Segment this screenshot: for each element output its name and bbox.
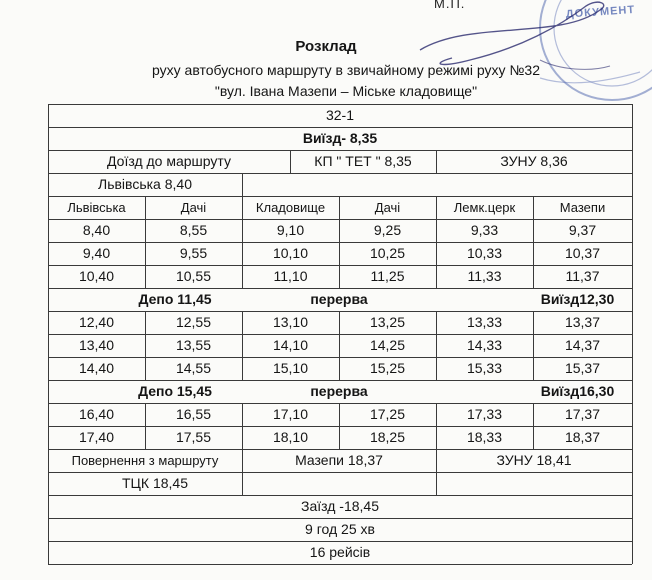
departure-time: Виїзд- 8,35 xyxy=(302,130,378,146)
column-header: Кладовище xyxy=(255,200,326,215)
approach-label: Доїзд до маршруту xyxy=(107,153,231,169)
column-header: Мазепи xyxy=(559,200,606,215)
time-cell: 18,25 xyxy=(369,429,406,445)
depot-time: Депо 11,45 xyxy=(138,291,212,307)
time-cell: 14,55 xyxy=(175,360,212,376)
break-label: перерва xyxy=(310,291,368,307)
time-cell: 9,25 xyxy=(373,222,402,238)
time-cell: 11,37 xyxy=(565,268,600,284)
time-cell: 17,55 xyxy=(175,429,212,445)
column-header: Дачі xyxy=(180,200,207,215)
time-cell: 12,55 xyxy=(175,314,212,330)
time-cell: 10,25 xyxy=(369,245,406,261)
time-cell: 10,55 xyxy=(175,268,212,284)
stamp-label: М.П. xyxy=(434,0,466,11)
time-cell: 12,40 xyxy=(78,314,115,330)
time-cell: 18,33 xyxy=(466,429,503,445)
depot-time: Депо 15,45 xyxy=(138,383,212,399)
time-cell: 17,10 xyxy=(272,406,309,422)
approach-zunu: ЗУНУ 8,36 xyxy=(500,153,568,169)
time-cell: 13,25 xyxy=(369,314,406,330)
table-rule xyxy=(436,472,437,495)
time-cell: 9,37 xyxy=(568,222,597,238)
time-cell: 18,10 xyxy=(272,429,309,445)
time-cell: 14,25 xyxy=(369,337,406,353)
column-header: Дачі xyxy=(374,200,401,215)
return-mazepy: Мазепи 18,37 xyxy=(295,452,383,468)
time-cell: 15,37 xyxy=(564,360,601,376)
time-cell: 9,55 xyxy=(179,245,208,261)
total-duration: 9 год 25 хв xyxy=(305,521,375,537)
column-header: Лемк.церк xyxy=(453,200,516,215)
time-cell: 17,40 xyxy=(78,429,115,445)
column-header: Львівська xyxy=(67,200,126,215)
time-cell: 11,25 xyxy=(370,268,405,284)
time-cell: 13,10 xyxy=(272,314,309,330)
table-rule xyxy=(632,104,633,564)
time-cell: 16,40 xyxy=(78,406,115,422)
time-cell: 10,40 xyxy=(78,268,115,284)
return-zunu: ЗУНУ 18,41 xyxy=(496,452,572,468)
seal-text: ДОКУМЕНТ xyxy=(565,3,636,21)
time-cell: 18,37 xyxy=(564,429,601,445)
time-cell: 11,10 xyxy=(273,268,308,284)
break-label: перерва xyxy=(310,383,368,399)
time-cell: 17,33 xyxy=(466,406,503,422)
time-cell: 13,40 xyxy=(78,337,115,353)
time-cell: 9,33 xyxy=(470,222,499,238)
time-cell: 14,40 xyxy=(78,360,115,376)
time-cell: 9,40 xyxy=(82,245,111,261)
time-cell: 15,25 xyxy=(369,360,406,376)
route-number: 32-1 xyxy=(325,107,355,123)
time-cell: 10,10 xyxy=(272,245,309,261)
time-cell: 11,33 xyxy=(467,268,502,284)
route-name: "вул. Івана Мазепи – Міське кладовище" xyxy=(214,83,478,99)
route-description: руху автобусного маршруту в звичайному режимі руху №32 xyxy=(152,62,540,78)
exit-time: Виїзд12,30 xyxy=(540,291,615,307)
approach-kp: КП " ТЕТ " 8,35 xyxy=(314,153,412,169)
exit-time: Виїзд16,30 xyxy=(540,383,615,399)
time-cell: 10,37 xyxy=(564,245,601,261)
trip-count: 16 рейсів xyxy=(309,544,371,560)
time-cell: 17,25 xyxy=(369,406,406,422)
start-stop: Львівська 8,40 xyxy=(98,176,192,192)
time-cell: 9,10 xyxy=(276,222,305,238)
time-cell: 15,10 xyxy=(272,360,309,376)
time-cell: 13,33 xyxy=(466,314,503,330)
schedule-table xyxy=(48,104,632,560)
signature xyxy=(420,2,604,64)
time-cell: 17,37 xyxy=(564,406,601,422)
time-cell: 8,55 xyxy=(179,222,208,238)
time-cell: 15,33 xyxy=(466,360,503,376)
time-cell: 14,37 xyxy=(564,337,601,353)
arrival-time: Заїзд -18,45 xyxy=(301,498,379,514)
time-cell: 13,37 xyxy=(564,314,601,330)
tck-time: ТЦК 18,45 xyxy=(122,475,188,491)
time-cell: 13,55 xyxy=(175,337,212,353)
time-cell: 16,55 xyxy=(175,406,212,422)
document-title: Розклад xyxy=(295,38,357,55)
table-rule xyxy=(48,564,632,565)
time-cell: 14,33 xyxy=(466,337,503,353)
time-cell: 10,33 xyxy=(466,245,503,261)
return-label: Повернення з маршруту xyxy=(71,453,219,468)
time-cell: 14,10 xyxy=(272,337,309,353)
time-cell: 8,40 xyxy=(82,222,111,238)
table-rule xyxy=(242,173,243,196)
